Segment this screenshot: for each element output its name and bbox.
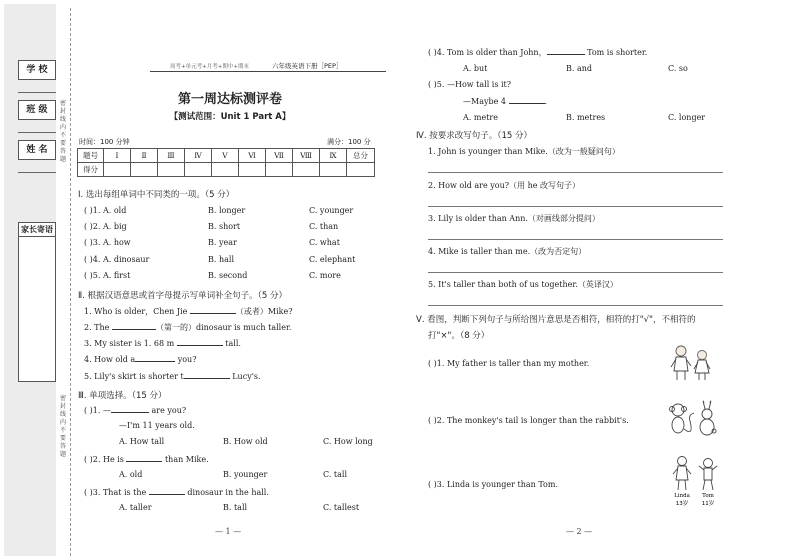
s3-q3-text: ( )3. That is the	[84, 488, 149, 497]
tom-label: Tom	[702, 493, 714, 499]
answer-blank[interactable]	[111, 405, 149, 413]
test-scope: 【测试范围：Unit 1 Part A】	[169, 112, 291, 122]
score-header: Ⅷ	[293, 149, 320, 163]
score-header: Ⅵ	[239, 149, 266, 163]
score-cell[interactable]	[158, 163, 185, 177]
s5-q1: ( )1. My father is taller than my mother.	[428, 359, 590, 368]
s2-q1-text2: （或者）Mike?	[235, 307, 293, 316]
page-number-2: — 2 —	[566, 527, 593, 536]
answer-blank[interactable]	[135, 354, 175, 362]
answer-line[interactable]	[428, 239, 723, 240]
answer-blank[interactable]	[509, 96, 545, 104]
s2-q4-text: 4. How old a	[84, 355, 136, 364]
full-score: 满分：100 分	[327, 138, 371, 146]
s3-q1-text: ( )1. —	[84, 406, 111, 415]
s1-q2-c: C. than	[309, 222, 339, 231]
s3-q3-text2: dinosaur in the hall.	[184, 488, 269, 497]
answer-blank[interactable]	[547, 47, 585, 55]
linda-tom-picture	[668, 454, 722, 508]
answer-line[interactable]	[428, 172, 723, 173]
s3-q2-b: B. younger	[223, 470, 268, 479]
s4-q2: 2. How old are you?（用 he 改写句子）	[428, 181, 581, 190]
parent-comment-box[interactable]	[18, 222, 56, 382]
score-table-score-row	[78, 163, 375, 177]
s3-q1-a: A. How tall	[119, 437, 165, 446]
score-header: Ⅰ	[104, 149, 131, 163]
s2-q5-text2: Lucy's.	[229, 372, 261, 381]
tom-age-label: 11岁	[701, 501, 715, 507]
s1-q5-b: B. second	[208, 271, 248, 280]
s2-q2-text: 2. The	[84, 323, 112, 332]
monkey-rabbit-picture	[664, 399, 722, 439]
score-header: Ⅶ	[266, 149, 293, 163]
s3-q2	[84, 454, 209, 464]
seal-text-top: 密封线内不要答题	[60, 100, 67, 163]
s5-q3: ( )3. Linda is younger than Tom.	[428, 480, 558, 489]
s3-q1-text2: are you?	[148, 406, 187, 415]
section3-heading: Ⅲ. 单项选择。（15 分）	[78, 391, 167, 401]
section5-heading-line2: 打"×"。（8 分）	[428, 331, 490, 341]
s3-q5-a: A. metre	[463, 113, 498, 122]
s2-q3	[84, 338, 241, 348]
s3-q4	[428, 47, 647, 58]
s3-q1-answer: —I'm 11 years old.	[119, 421, 195, 430]
class-line	[18, 132, 56, 133]
section1-heading: Ⅰ. 选出每组单词中不同类的一项。（5 分）	[78, 190, 235, 200]
score-table	[77, 148, 375, 177]
s3-q3-a: A. taller	[119, 503, 152, 512]
s3-q5-c: C. longer	[668, 113, 706, 122]
page-number-1: — 1 —	[215, 527, 242, 536]
answer-line[interactable]	[428, 272, 723, 273]
s1-q3-b: B. year	[208, 238, 237, 247]
s4-q1: 1. John is younger than Mike.（改为一般疑问句）	[428, 147, 620, 156]
answer-blank[interactable]	[190, 306, 236, 314]
score-header: Ⅱ	[131, 149, 158, 163]
s2-q3-text2: tall.	[222, 339, 241, 348]
s3-q3-c: C. tallest	[323, 503, 360, 512]
score-cell[interactable]	[239, 163, 266, 177]
s3-q5-answer	[463, 96, 547, 106]
s3-q4-c: C. so	[668, 64, 688, 73]
linda-label: Linda	[674, 493, 690, 499]
school-label: 学 校	[18, 60, 56, 80]
s3-q4-a: A. but	[463, 64, 488, 73]
s2-q2-text2: （第一的）dinosaur is much taller.	[155, 323, 292, 332]
answer-blank[interactable]	[184, 371, 230, 379]
s1-q4-b: B. hall	[208, 255, 235, 264]
page-title: 第一周达标测评卷	[177, 92, 282, 107]
s3-q2-c: C. tall	[323, 470, 348, 479]
s1-q5: ( )5. A. first	[84, 271, 131, 280]
class-label: 班 级	[18, 100, 56, 120]
answer-blank[interactable]	[177, 338, 223, 346]
s3-q4-text: ( )4. Tom is older than John，	[428, 48, 547, 57]
score-cell[interactable]	[347, 163, 375, 177]
s5-q2: ( )2. The monkey's tail is longer than the rabbit's.	[428, 416, 629, 425]
s2-q1	[84, 306, 293, 317]
score-cell[interactable]	[320, 163, 347, 177]
s1-q4: ( )4. A. dinosaur	[84, 255, 150, 264]
s3-q1-b: B. How old	[223, 437, 268, 446]
s4-q4: 4. Mike is taller than me.（改为否定句）	[428, 247, 587, 256]
s3-q3-b: B. tall	[223, 503, 248, 512]
score-header: Ⅲ	[158, 149, 185, 163]
parent-comment-label: 家长寄语	[19, 223, 55, 237]
s3-q5-b: B. metres	[566, 113, 606, 122]
answer-line[interactable]	[428, 305, 723, 306]
s1-q1-c: C. younger	[309, 206, 354, 215]
score-header: Ⅳ	[185, 149, 212, 163]
section4-heading: Ⅳ. 按要求改写句子。（15 分）	[416, 131, 533, 141]
score-header: Ⅴ	[212, 149, 239, 163]
score-cell[interactable]	[212, 163, 239, 177]
score-cell[interactable]	[266, 163, 293, 177]
section5-heading-line1: Ⅴ. 看图，判断下列句子与所给图片意思是否相符，相符的打"√"，不相符的	[416, 315, 696, 325]
s1-q3-c: C. what	[309, 238, 340, 247]
score-cell[interactable]	[293, 163, 320, 177]
section2-heading: Ⅱ. 根据汉语意思或首字母提示写单词补全句子。（5 分）	[78, 291, 287, 301]
s3-q1-c: C. How long	[323, 437, 373, 446]
s4-q5: 5. It's taller than both of us together.（英译汉）	[428, 280, 618, 289]
score-header: 题号	[78, 149, 104, 163]
score-cell[interactable]	[185, 163, 212, 177]
s2-q2	[84, 322, 291, 333]
book-tag: 六年级英语下册［PEP］	[272, 62, 343, 70]
s2-q5	[84, 371, 261, 381]
seal-text-bottom: 密封线内不要答题	[60, 395, 67, 458]
s3-q4-b: B. and	[566, 64, 593, 73]
s3-q2-text: ( )2. He is	[84, 455, 127, 464]
time-limit: 时间：100 分钟	[79, 138, 130, 146]
s2-q5-text: 5. Lily's skirt is shorter t	[84, 372, 184, 381]
s3-q1	[84, 405, 186, 415]
s3-q3	[84, 487, 269, 497]
answer-blank[interactable]	[112, 322, 156, 330]
score-header: Ⅸ	[320, 149, 347, 163]
score-row-label: 得分	[78, 163, 104, 177]
s2-q1-text: 1. Who is older，Chen Jie	[84, 307, 190, 316]
s3-q5-answer-text: —Maybe 4	[463, 97, 509, 106]
answer-line[interactable]	[428, 206, 723, 207]
linda-age-label: 13岁	[675, 501, 689, 507]
name-label: 姓 名	[18, 140, 56, 160]
answer-blank[interactable]	[126, 454, 162, 462]
score-table-header-row	[78, 149, 375, 163]
father-mother-picture	[664, 343, 722, 381]
s3-q2-text2: than Mike.	[162, 455, 209, 464]
s1-q2-b: B. short	[208, 222, 241, 231]
series-tag: 周考+单元考+月考+期中+期末	[170, 64, 249, 70]
header-rule	[150, 71, 386, 72]
s2-q3-text: 3. My sister is 1. 68 m	[84, 339, 177, 348]
s2-q4	[84, 354, 197, 364]
s1-q2: ( )2. A. big	[84, 222, 127, 231]
s3-q5: ( )5. —How tall is it?	[428, 80, 512, 89]
score-cell[interactable]	[131, 163, 158, 177]
s3-q4-text2: Tom is shorter.	[584, 48, 648, 57]
s3-q2-a: A. old	[119, 470, 143, 479]
s1-q3: ( )3. A. how	[84, 238, 131, 247]
name-line	[18, 172, 56, 173]
s1-q1-b: B. longer	[208, 206, 246, 215]
score-cell[interactable]	[104, 163, 131, 177]
s3-q5-answer-end: .	[544, 97, 548, 106]
answer-blank[interactable]	[149, 487, 185, 495]
s2-q4-text2: you?	[175, 355, 197, 364]
s1-q5-c: C. more	[309, 271, 341, 280]
score-header: 总分	[347, 149, 375, 163]
binding-strip	[4, 4, 56, 556]
s1-q4-c: C. elephant	[309, 255, 356, 264]
s4-q3: 3. Lily is older than Ann.（对画线部分提问）	[428, 214, 600, 223]
s1-q1: ( )1. A. old	[84, 206, 127, 215]
